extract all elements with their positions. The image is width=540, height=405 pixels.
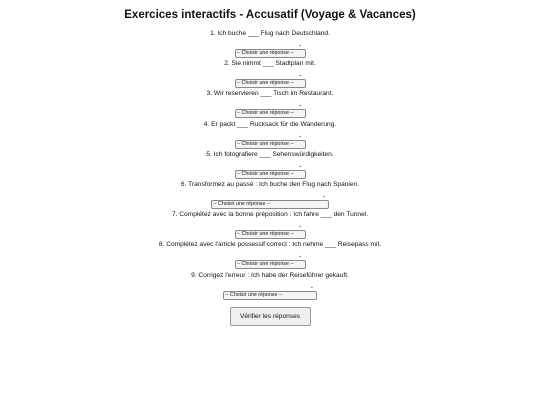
question-6 bbox=[0, 180, 540, 209]
chevron-down-icon: ⌄ bbox=[298, 72, 303, 79]
question-4 bbox=[0, 120, 540, 149]
answer-select-9[interactable] bbox=[223, 291, 317, 300]
answer-select-8[interactable] bbox=[235, 260, 306, 269]
question-2 bbox=[0, 59, 540, 88]
answer-select-3[interactable] bbox=[235, 109, 306, 118]
question-5 bbox=[0, 150, 540, 179]
chevron-down-icon: ⌄ bbox=[298, 162, 303, 169]
question-text: 6. Transformez au passé : Ich buche den Flug nach Spanien. bbox=[180, 180, 360, 188]
question-9 bbox=[0, 271, 540, 300]
chevron-down-icon: ⌄ bbox=[298, 223, 303, 230]
answer-select-1[interactable] bbox=[235, 49, 306, 58]
chevron-down-icon: ⌄ bbox=[298, 102, 303, 109]
chevron-down-icon: ⌄ bbox=[298, 253, 303, 260]
chevron-down-icon: ⌄ bbox=[309, 283, 314, 290]
chevron-down-icon: ⌄ bbox=[298, 42, 303, 48]
answer-select-7[interactable] bbox=[235, 230, 306, 239]
question-text: 3. Wir reservieren ___ Tisch im Restaurant. bbox=[206, 90, 334, 98]
check-answers-button[interactable]: Vérifier les réponses bbox=[230, 307, 311, 326]
question-text: 8. Complétez avec l'article possessif correct : Ich nehme ___ Reisepass mit. bbox=[158, 241, 382, 249]
chevron-down-icon: ⌄ bbox=[321, 192, 326, 199]
question-text: 4. Er packt ___ Rucksack für die Wanderung. bbox=[203, 120, 337, 128]
question-text: 1. Ich buche ___ Flug nach Deutschland. bbox=[210, 30, 330, 37]
answer-select-2[interactable] bbox=[235, 79, 306, 88]
question-3 bbox=[0, 89, 540, 118]
chevron-down-icon: ⌄ bbox=[298, 132, 303, 139]
question-8 bbox=[0, 240, 540, 269]
question-text: 7. Complétez avec la bonne préposition : Ich fahre ___ den Tunnel. bbox=[171, 211, 369, 219]
question-text: 5. Ich fotografiere ___ Sehenswürdigkeiten. bbox=[206, 150, 334, 158]
question-text: 9. Corrigez l'erreur : Ich habe der Reiseführer gekauft. bbox=[191, 271, 349, 279]
answer-select-4[interactable] bbox=[235, 140, 306, 149]
page-title: Exercices interactifs - Accusatif (Voyage & Vacances) bbox=[124, 9, 416, 21]
question-1 bbox=[0, 29, 540, 58]
question-text: 2. Sie nimmt ___ Stadtplan mit. bbox=[224, 60, 316, 68]
answer-select-5[interactable] bbox=[235, 170, 306, 179]
answer-select-6[interactable] bbox=[211, 200, 329, 209]
question-7 bbox=[0, 210, 540, 239]
